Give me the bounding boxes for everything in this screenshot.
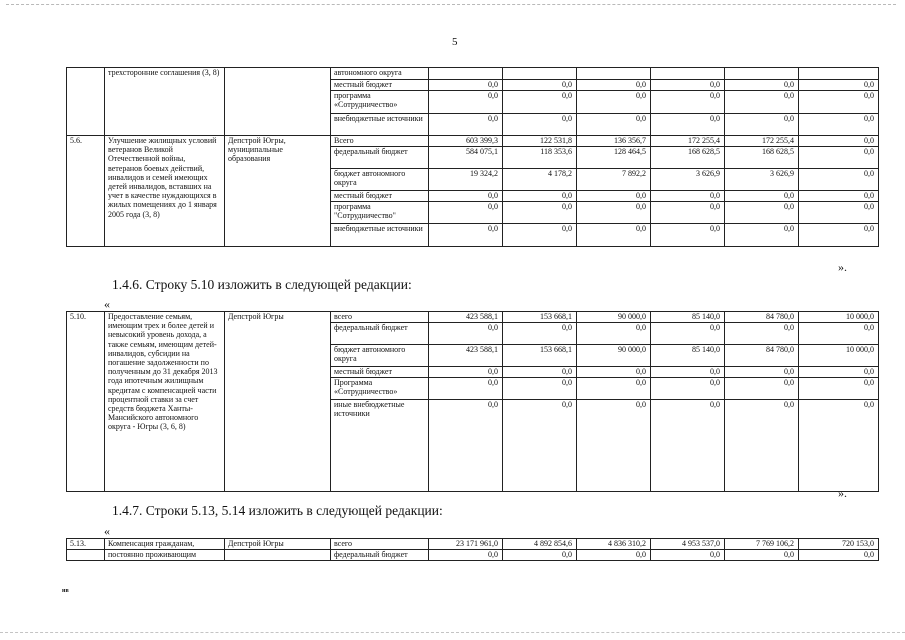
- closing-quote: ».: [838, 486, 847, 500]
- funding-source-cell: программа «Сотрудничество»: [331, 91, 429, 114]
- amount-cell: 90 000,0: [577, 312, 651, 323]
- amount-cell: 0,0: [577, 191, 651, 202]
- funding-source-cell: федеральный бюджет: [331, 147, 429, 169]
- amount-cell: 0,0: [799, 114, 879, 136]
- amount-cell: 172 255,4: [725, 136, 799, 147]
- amount-cell: 0,0: [503, 378, 577, 400]
- amount-cell: 0,0: [651, 323, 725, 345]
- amount-cell: 0,0: [725, 191, 799, 202]
- funding-source-cell: бюджет автономного округа: [331, 169, 429, 191]
- funding-source-cell: автономного округа: [331, 68, 429, 80]
- amount-cell: 0,0: [503, 91, 577, 114]
- amount-cell: 0,0: [503, 202, 577, 224]
- table-row: [67, 539, 879, 550]
- amount-cell: 0,0: [799, 91, 879, 114]
- amount-cell: 0,0: [799, 202, 879, 224]
- amount-cell: 0,0: [429, 114, 503, 136]
- funding-source-cell: всего: [331, 312, 429, 323]
- amount-cell: 3 626,9: [651, 169, 725, 191]
- row-number-cell: 5.10.: [67, 312, 105, 492]
- amount-cell: 0,0: [429, 400, 503, 492]
- amount-cell: 0,0: [503, 224, 577, 247]
- amount-cell: 603 399,3: [429, 136, 503, 147]
- amount-cell: 0,0: [577, 378, 651, 400]
- funding-source-cell: местный бюджет: [331, 367, 429, 378]
- executor-cell: [225, 550, 331, 561]
- amount-cell: [725, 68, 799, 80]
- amount-cell: 0,0: [577, 323, 651, 345]
- amount-cell: 0,0: [577, 91, 651, 114]
- funding-source-cell: бюджет автономного округа: [331, 345, 429, 367]
- closing-quote: ».: [838, 260, 847, 274]
- funding-source-cell: иные внебюджетные источники: [331, 400, 429, 492]
- amount-cell: 85 140,0: [651, 345, 725, 367]
- funding-source-cell: внебюджетные источники: [331, 224, 429, 247]
- funding-source-cell: федеральный бюджет: [331, 550, 429, 561]
- amount-cell: 0,0: [799, 169, 879, 191]
- amount-cell: 0,0: [725, 400, 799, 492]
- amount-cell: 0,0: [503, 323, 577, 345]
- amount-cell: 0,0: [725, 367, 799, 378]
- row-number-cell: 5.13.: [67, 539, 105, 550]
- amount-cell: [651, 68, 725, 80]
- amount-cell: 0,0: [577, 202, 651, 224]
- amount-cell: 0,0: [725, 202, 799, 224]
- scan-edge-top: [6, 4, 896, 5]
- amount-cell: 0,0: [577, 224, 651, 247]
- executor-cell: [225, 68, 331, 136]
- scan-edge-bottom: [0, 632, 905, 633]
- amount-cell: 153 668,1: [503, 345, 577, 367]
- amount-cell: 19 324,2: [429, 169, 503, 191]
- row-number-cell: 5.6.: [67, 136, 105, 247]
- funding-source-cell: местный бюджет: [331, 80, 429, 91]
- budget-table-row-5-10: [66, 311, 879, 492]
- amount-cell: 0,0: [651, 367, 725, 378]
- amount-cell: 0,0: [799, 136, 879, 147]
- footer-initials: нв: [62, 588, 69, 594]
- amount-cell: 0,0: [429, 91, 503, 114]
- row-number-cell: [67, 550, 105, 561]
- amount-cell: 0,0: [799, 378, 879, 400]
- amount-cell: [577, 68, 651, 80]
- amount-cell: 0,0: [503, 80, 577, 91]
- amount-cell: 0,0: [429, 80, 503, 91]
- amount-cell: 0,0: [799, 550, 879, 561]
- table-row: [67, 68, 879, 80]
- amount-cell: 10 000,0: [799, 345, 879, 367]
- amount-cell: 0,0: [577, 367, 651, 378]
- amount-cell: 168 628,5: [651, 147, 725, 169]
- amount-cell: 0,0: [503, 367, 577, 378]
- amount-cell: 0,0: [651, 191, 725, 202]
- amount-cell: 85 140,0: [651, 312, 725, 323]
- table-row: [67, 136, 879, 147]
- amount-cell: 720 153,0: [799, 539, 879, 550]
- amount-cell: [429, 68, 503, 80]
- amount-cell: 23 171 961,0: [429, 539, 503, 550]
- measure-name-cell: Улучшение жилищных условий ветеранов Великой Отечественной войны, ветеранов боевых действий, инвалидов и семей имеющих детей инвалидов, вставших на учет в качестве нуждающихся в жилых помещениях до 1 января 2005 года (3, 8): [105, 136, 225, 247]
- amount-cell: 0,0: [799, 224, 879, 247]
- section-heading-1-4-7: 1.4.7. Строки 5.13, 5.14 изложить в следующей редакции:: [112, 503, 443, 518]
- amount-cell: 0,0: [725, 550, 799, 561]
- executor-cell: Депстрой Югры, муниципальные образования: [225, 136, 331, 247]
- amount-cell: 0,0: [725, 114, 799, 136]
- amount-cell: 4 892 854,6: [503, 539, 577, 550]
- amount-cell: 0,0: [725, 80, 799, 91]
- amount-cell: 423 588,1: [429, 345, 503, 367]
- amount-cell: 0,0: [725, 323, 799, 345]
- amount-cell: 0,0: [725, 91, 799, 114]
- amount-cell: 0,0: [651, 400, 725, 492]
- amount-cell: 0,0: [503, 114, 577, 136]
- amount-cell: 0,0: [503, 191, 577, 202]
- amount-cell: 0,0: [725, 224, 799, 247]
- amount-cell: 423 588,1: [429, 312, 503, 323]
- funding-source-cell: Всего: [331, 136, 429, 147]
- amount-cell: 4 836 310,2: [577, 539, 651, 550]
- amount-cell: 0,0: [577, 114, 651, 136]
- amount-cell: 0,0: [799, 191, 879, 202]
- amount-cell: [799, 68, 879, 80]
- amount-cell: 0,0: [651, 91, 725, 114]
- funding-source-cell: Программа «Сотрудничество»: [331, 378, 429, 400]
- funding-source-cell: федеральный бюджет: [331, 323, 429, 345]
- funding-source-cell: программа "Сотрудничество": [331, 202, 429, 224]
- amount-cell: 0,0: [429, 191, 503, 202]
- executor-cell: Депстрой Югры: [225, 539, 331, 550]
- measure-name-cell: Предоставление семьям, имеющим трех и более детей и невысокий уровень дохода, а также семьям, имеющим детей-инвалидов, субсидии на погашение задолженности по полученным до 31 декабря 2013 года ипотечным жилищным кредитам с компенсацией части процентной ставки за счет средств бюджета Ханты-Мансийского автономного округа - Югры (3, 6, 8): [105, 312, 225, 492]
- row-number-cell: [67, 68, 105, 136]
- amount-cell: 128 464,5: [577, 147, 651, 169]
- amount-cell: 0,0: [429, 550, 503, 561]
- measure-name-cell: постоянно проживающим: [105, 550, 225, 561]
- amount-cell: 153 668,1: [503, 312, 577, 323]
- amount-cell: 0,0: [429, 202, 503, 224]
- amount-cell: 0,0: [651, 550, 725, 561]
- measure-name-cell: трехсторонние соглашения (3, 8): [105, 68, 225, 136]
- amount-cell: 4 178,2: [503, 169, 577, 191]
- section-heading-1-4-6: 1.4.6. Строку 5.10 изложить в следующей редакции:: [112, 277, 412, 292]
- amount-cell: 0,0: [429, 224, 503, 247]
- amount-cell: 0,0: [503, 400, 577, 492]
- amount-cell: 168 628,5: [725, 147, 799, 169]
- amount-cell: 0,0: [577, 400, 651, 492]
- measure-name-cell: Компенсация гражданам,: [105, 539, 225, 550]
- amount-cell: 118 353,6: [503, 147, 577, 169]
- amount-cell: 0,0: [651, 202, 725, 224]
- amount-cell: 0,0: [503, 550, 577, 561]
- amount-cell: 0,0: [651, 114, 725, 136]
- amount-cell: 90 000,0: [577, 345, 651, 367]
- amount-cell: 0,0: [651, 224, 725, 247]
- amount-cell: 584 075,1: [429, 147, 503, 169]
- funding-source-cell: местный бюджет: [331, 191, 429, 202]
- opening-quote: «: [104, 297, 110, 311]
- amount-cell: 7 892,2: [577, 169, 651, 191]
- amount-cell: 136 356,7: [577, 136, 651, 147]
- table-row: [67, 550, 879, 561]
- amount-cell: 0,0: [651, 378, 725, 400]
- amount-cell: 0,0: [725, 378, 799, 400]
- amount-cell: 84 780,0: [725, 312, 799, 323]
- amount-cell: [503, 68, 577, 80]
- amount-cell: 0,0: [429, 378, 503, 400]
- page-number: 5: [452, 36, 458, 48]
- amount-cell: 0,0: [577, 80, 651, 91]
- funding-source-cell: всего: [331, 539, 429, 550]
- amount-cell: 0,0: [577, 550, 651, 561]
- amount-cell: 0,0: [429, 323, 503, 345]
- amount-cell: 7 769 106,2: [725, 539, 799, 550]
- amount-cell: 0,0: [799, 147, 879, 169]
- amount-cell: 10 000,0: [799, 312, 879, 323]
- amount-cell: 84 780,0: [725, 345, 799, 367]
- budget-table-row-5-13: [66, 538, 879, 561]
- amount-cell: 0,0: [429, 367, 503, 378]
- amount-cell: 122 531,8: [503, 136, 577, 147]
- table-row: [67, 312, 879, 323]
- executor-cell: Депстрой Югры: [225, 312, 331, 492]
- opening-quote: «: [104, 524, 110, 538]
- amount-cell: 3 626,9: [725, 169, 799, 191]
- amount-cell: 172 255,4: [651, 136, 725, 147]
- amount-cell: 0,0: [799, 80, 879, 91]
- amount-cell: 0,0: [651, 80, 725, 91]
- amount-cell: 4 953 537,0: [651, 539, 725, 550]
- amount-cell: 0,0: [799, 367, 879, 378]
- amount-cell: 0,0: [799, 400, 879, 492]
- amount-cell: 0,0: [799, 323, 879, 345]
- funding-source-cell: внебюджетные источники: [331, 114, 429, 136]
- budget-table-continuation: [66, 67, 879, 247]
